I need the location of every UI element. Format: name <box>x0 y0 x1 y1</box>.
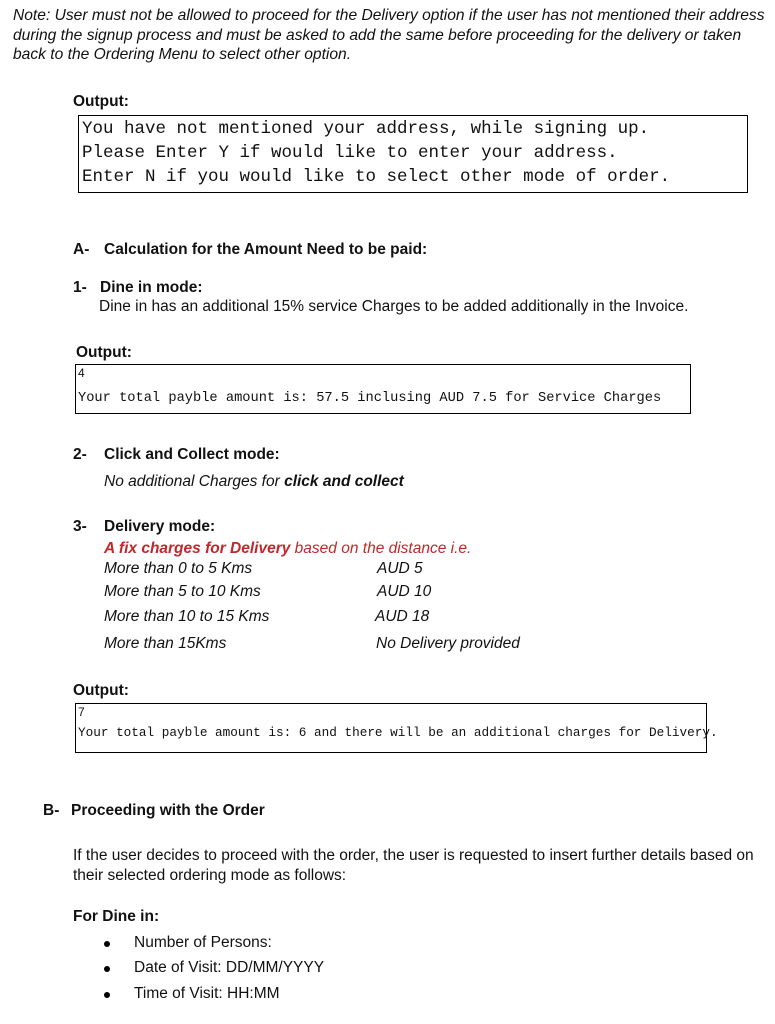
rate-range-2: More than 5 to 10 Kms <box>104 583 261 600</box>
section-a-marker: A- <box>73 241 90 258</box>
delivery-intro-red: A fix charges for Delivery <box>104 540 291 557</box>
console-output-1 <box>78 115 748 193</box>
section-b-paragraph: If the user decides to proceed with the order, the user is requested to insert further details based on their selected ordering mode as follows: <box>73 847 754 884</box>
dine-title: Dine in mode: <box>100 279 203 296</box>
console1-line-1: You have not mentioned your address, while signing up. <box>82 119 650 139</box>
rate-range-4: More than 15Kms <box>104 635 227 652</box>
click-description <box>104 473 404 491</box>
delivery-intro <box>104 540 471 558</box>
delivery-intro-rest: based on the distance i.e. <box>290 540 472 557</box>
output-label-1: Output: <box>73 93 129 110</box>
rate-charge-1: AUD 5 <box>377 560 423 577</box>
bullet-item-3: Time of Visit: HH:MM <box>134 985 280 1002</box>
delivery-title: Delivery mode: <box>104 518 216 535</box>
rate-charge-2: AUD 10 <box>377 583 432 600</box>
console-output-2 <box>75 364 691 414</box>
click-desc-prefix: No additional Charges for <box>104 473 285 490</box>
delivery-marker: 3- <box>73 518 87 535</box>
console3-result: Your total payble amount is: 6 and there will be an additional charges for Delivery. <box>78 725 718 740</box>
rate-range-1: More than 0 to 5 Kms <box>104 560 253 577</box>
console2-input: 4 <box>78 366 85 380</box>
click-title: Click and Collect mode: <box>104 446 280 463</box>
for-dine-in-label: For Dine in: <box>73 908 160 925</box>
bullet-item-2: Date of Visit: DD/MM/YYYY <box>134 959 325 976</box>
console3-input: 7 <box>78 705 85 719</box>
console-output-3 <box>75 703 718 753</box>
dine-marker: 1- <box>73 279 87 296</box>
dine-description: Dine in has an additional 15% service Charges to be added additionally in the Invoice. <box>99 298 689 315</box>
console1-line-3: Enter N if you would like to select other mode of order. <box>82 167 671 187</box>
click-marker: 2- <box>73 446 87 463</box>
section-b-title: Proceeding with the Order <box>71 802 265 819</box>
click-desc-bold: click and collect <box>284 473 404 490</box>
rate-charge-3: AUD 18 <box>375 608 430 625</box>
rate-charge-4: No Delivery provided <box>376 635 520 652</box>
bullet-dot-3 <box>104 992 110 998</box>
output-label-2: Output: <box>76 344 132 361</box>
section-a-title: Calculation for the Amount Need to be paid: <box>104 241 428 258</box>
section-b-marker: B- <box>43 802 60 819</box>
output-label-3: Output: <box>73 682 129 699</box>
bullet-dot-2 <box>104 966 110 972</box>
console1-line-2: Please Enter Y if would like to enter your address. <box>82 143 618 163</box>
note-paragraph: Note: User must not be allowed to proceed for the Delivery option if the user has not mentioned their address during the signup process and must be asked to add the same before proceeding for the delivery or taken back to the Ordering Menu to select other option. <box>13 7 765 63</box>
console2-result: Your total payble amount is: 57.5 inclusing AUD 7.5 for Service Charges <box>78 391 662 406</box>
bullet-dot-1 <box>104 941 110 947</box>
rate-range-3: More than 10 to 15 Kms <box>104 608 270 625</box>
bullet-item-1: Number of Persons: <box>134 934 272 951</box>
